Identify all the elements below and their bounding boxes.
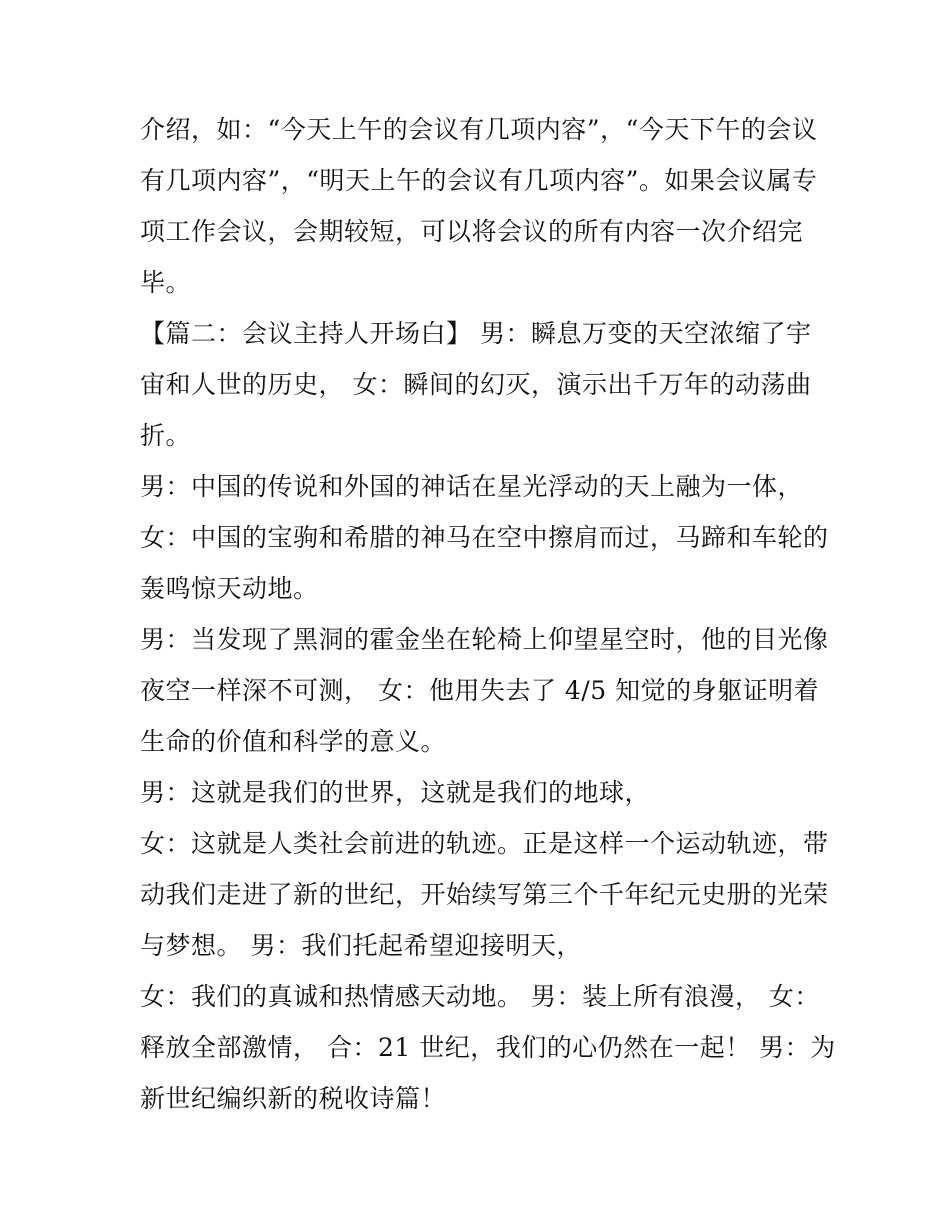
text-line: 动我们走进了新的世纪，开始续写第三个千年纪元史册的光荣: [140, 880, 829, 909]
text-line: 项工作会议，会期较短，可以将会议的所有内容一次介绍完: [140, 217, 804, 246]
text-line: 女：中国的宝驹和希腊的神马在空中擦肩而过，马蹄和车轮的: [140, 523, 829, 552]
text-line: 释放全部激情， 合：21 世纪，我们的心仍然在一起！ 男：为: [140, 1033, 836, 1062]
text-line: 毕。: [140, 268, 192, 297]
text-line: 有几项内容”，“明天上午的会议有几项内容”。如果会议属专: [140, 166, 818, 195]
document-body: [140, 104, 836, 1124]
section-heading-line: 【篇二：会议主持人开场白】 男：瞬息万变的天空浓缩了宇: [140, 319, 812, 348]
text-line: 男：这就是我们的世界，这就是我们的地球，: [140, 778, 651, 807]
text-line: 介绍，如：“今天上午的会议有几项内容”，“今天下午的会议: [140, 115, 818, 144]
text-line: 折。: [140, 421, 192, 450]
text-line: 夜空一样深不可测， 女：他用失去了 4/5 知觉的身躯证明着: [140, 676, 820, 705]
text-line: 生命的价值和科学的意义。: [140, 727, 447, 756]
text-line: 男：中国的传说和外国的神话在星光浮动的天上融为一体，: [140, 472, 804, 501]
text-line: 与梦想。 男：我们托起希望迎接明天，: [140, 931, 582, 960]
text-line: 新世纪编织新的税收诗篇！: [140, 1084, 447, 1113]
text-line: 女：这就是人类社会前进的轨迹。正是这样一个运动轨迹，带: [140, 829, 829, 858]
text-line: 轰鸣惊天动地。: [140, 574, 319, 603]
text-line: 宙和人世的历史， 女：瞬间的幻灭，演示出千万年的动荡曲: [140, 370, 812, 399]
text-line: 女：我们的真诚和热情感天动地。 男：装上所有浪漫， 女：: [140, 982, 820, 1011]
text-line: 男：当发现了黑洞的霍金坐在轮椅上仰望星空时，他的目光像: [140, 625, 829, 654]
